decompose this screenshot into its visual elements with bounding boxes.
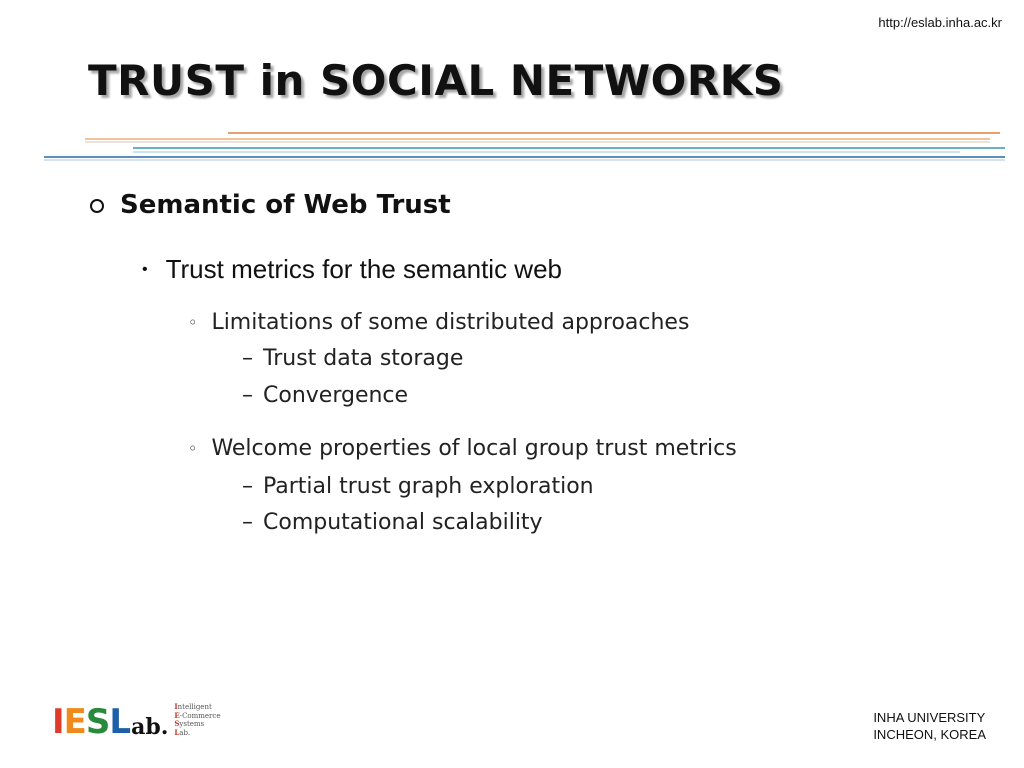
header-url: http://eslab.inha.ac.kr xyxy=(878,15,1002,30)
section-heading xyxy=(90,190,451,220)
logo-letter-l: L xyxy=(109,702,131,742)
hollow-circle-bullet-icon xyxy=(90,199,104,213)
logo-letter-e: E xyxy=(63,702,86,742)
logo-letter-s: S xyxy=(85,702,110,742)
dot-bullet-icon: • xyxy=(142,260,148,278)
detail-item-text: Convergence xyxy=(263,383,409,408)
logo-wordmark xyxy=(174,703,220,737)
dash-bullet-icon: – xyxy=(242,474,253,499)
sub-item-text: Welcome properties of local group trust metrics xyxy=(211,436,737,461)
detail-item-text: Trust data storage xyxy=(263,346,464,371)
topic-text: Trust metrics for the semantic web xyxy=(165,254,562,284)
detail-item-text: Partial trust graph exploration xyxy=(263,474,594,499)
logo-word: Intelligent xyxy=(174,702,212,711)
logo-word: Lab. xyxy=(174,727,191,737)
sub-item-limitations xyxy=(188,310,689,335)
logo-mark xyxy=(52,702,131,742)
dash-bullet-icon: – xyxy=(242,346,253,371)
university-city: INCHEON, KOREA xyxy=(873,727,986,742)
section-heading-text: Semantic of Web Trust xyxy=(120,190,451,220)
logo-word: Systems xyxy=(174,719,205,728)
detail-item xyxy=(242,510,543,535)
university-address xyxy=(873,709,986,743)
university-name: INHA UNIVERSITY xyxy=(873,710,986,725)
detail-item xyxy=(242,346,463,371)
decorative-rule-lines xyxy=(0,128,1024,164)
ieslab-logo xyxy=(52,702,221,742)
dash-bullet-icon: – xyxy=(242,510,253,535)
topic-item xyxy=(142,254,562,285)
logo-letter-i: I xyxy=(52,702,64,742)
sub-item-welcome-properties xyxy=(188,436,737,461)
detail-item-text: Computational scalability xyxy=(263,510,543,535)
dash-bullet-icon: – xyxy=(242,383,253,408)
detail-item xyxy=(242,474,594,499)
slide-title: TRUST in SOCIAL NETWORKS xyxy=(88,56,784,105)
ring-bullet-icon: ◦ xyxy=(188,439,198,458)
logo-word: E-Commerce xyxy=(174,710,221,720)
sub-item-text: Limitations of some distributed approaches xyxy=(211,310,690,335)
detail-item xyxy=(242,383,408,408)
ring-bullet-icon: ◦ xyxy=(188,313,198,332)
logo-ab: ab. xyxy=(131,714,169,740)
